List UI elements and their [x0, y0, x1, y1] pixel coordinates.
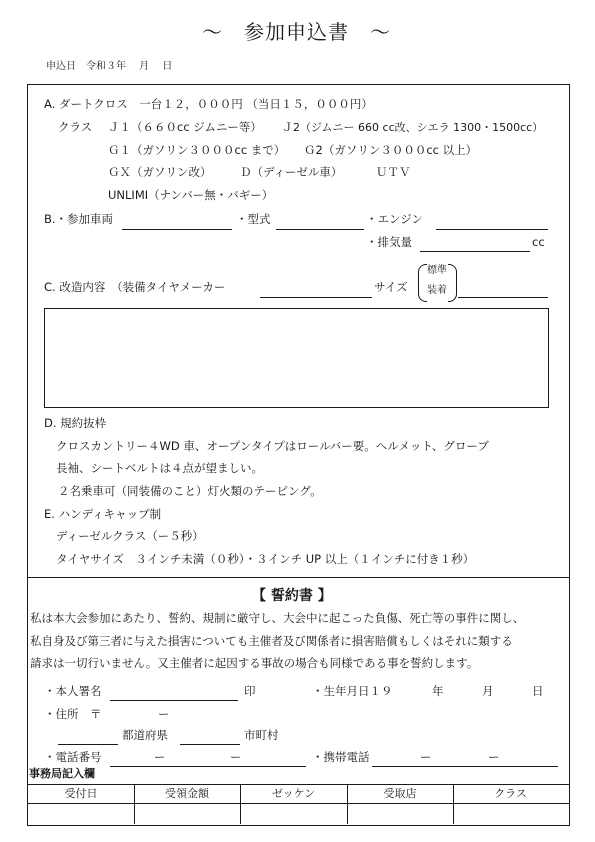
mobile-dash-1: ー — [420, 750, 432, 764]
vehicle-field[interactable] — [122, 229, 232, 230]
modification-details-box[interactable] — [44, 308, 549, 408]
page-title: ～ 参加申込書 ～ — [202, 20, 391, 44]
engine-field[interactable] — [436, 229, 548, 230]
rules-line-2: 長袖、シートベルトは４点が望ましい。 — [56, 461, 263, 475]
rules-line-3: ２名乗車可（同装備のこと）灯火類のテーピング。 — [58, 484, 322, 498]
displacement-unit: cc — [532, 235, 545, 249]
pledge-line-2: 私自身及び第三者に与えた損害についても主催者及び関係者に損害賠償もしくはそれに類する — [30, 634, 513, 648]
class-g1: Ｇ１（ガソリン３０００cc まで） — [108, 143, 286, 157]
postal-dash: ー — [158, 707, 170, 721]
address-label: ・住所 〒 — [44, 707, 102, 721]
office-cell-amount-received[interactable] — [135, 805, 240, 823]
office-table-top — [27, 784, 569, 785]
class-j1: Ｊ１（６６０cc ジムニー等） — [108, 120, 262, 134]
office-cell-reception-date[interactable] — [28, 805, 134, 823]
office-col-class: クラス — [494, 787, 527, 800]
office-table-header-divider — [27, 803, 569, 804]
handicap-heading: E. ハンディキャップ制 — [44, 507, 162, 521]
office-use-heading: 事務局記入欄 — [29, 767, 95, 780]
pledge-line-3: 請求は一切行いません。又主催者に起因する事故の場合も同様である事を誓約します。 — [30, 656, 479, 670]
signature-label: ・本人署名 — [44, 684, 102, 698]
class-label: クラス — [58, 120, 93, 134]
prefecture-label: 都道府県 — [122, 728, 168, 742]
office-cell-class[interactable] — [454, 805, 568, 823]
engine-label: ・エンジン — [366, 212, 423, 226]
mobile-label: ・携帯電話 — [312, 750, 370, 764]
handicap-line-2: タイヤサイズ ３インチ未満（０秒）・３インチ UP 以上（１インチに付き１秒） — [56, 552, 475, 566]
standard-option[interactable]: 標準 — [427, 265, 447, 276]
office-col-receiving-shop: 受取店 — [383, 787, 417, 800]
phone-dash-1: ー — [154, 750, 166, 764]
pledge-divider — [27, 577, 569, 578]
equipped-option[interactable]: 装着 — [427, 285, 447, 296]
class-g2: Ｇ2（ガソリン３０００cc 以上） — [304, 143, 478, 157]
modification-heading: C. 改造内容 （装備タイヤメーカー — [44, 280, 226, 294]
class-j2: Ｊ2（ジムニー 660 cc改、シエラ 1300・1500cc） — [282, 121, 544, 134]
office-col-race-number: ゼッケン — [271, 787, 316, 800]
birth-month-label: 月 — [482, 684, 494, 698]
office-col-amount-received: 受領金額 — [165, 787, 209, 800]
tire-maker-field[interactable] — [260, 297, 372, 298]
class-d: Ｄ（ディーゼル車） — [240, 165, 343, 179]
model-label: ・型式 — [236, 212, 271, 226]
signature-field[interactable] — [110, 700, 238, 701]
phone-label: ・電話番号 — [44, 750, 102, 764]
mobile-field[interactable] — [372, 766, 558, 767]
tire-size-field[interactable] — [458, 297, 548, 298]
prefecture-field[interactable] — [58, 744, 118, 745]
city-label: 市町村 — [244, 728, 279, 742]
office-col-reception-date: 受付日 — [64, 787, 98, 800]
pledge-title: 【 誓約書 】 — [252, 588, 332, 604]
birth-day-label: 日 — [532, 684, 544, 698]
displacement-label: ・排気量 — [366, 235, 412, 249]
phone-field[interactable] — [110, 766, 306, 767]
left-paren — [418, 264, 427, 302]
section-a-heading: A. ダートクロス 一台１２，０００円 （当日１５，０００円） — [44, 97, 373, 111]
handicap-line-1: ディーゼルクラス（ー５秒） — [56, 529, 204, 543]
seal-mark: 印 — [244, 684, 256, 698]
vehicle-label: B.・参加車両 — [44, 212, 114, 226]
rules-heading: D. 規約抜枠 — [44, 416, 107, 430]
displacement-field[interactable] — [420, 251, 530, 252]
office-cell-receiving-shop[interactable] — [348, 805, 453, 823]
pledge-line-1: 私は本大会参加にあたり、誓約、規制に厳守し、大会中に起こった負傷、死亡等の事件に関し、 — [30, 611, 525, 625]
class-gx: ＧＸ（ガソリン改） — [108, 165, 212, 179]
application-date-label: 申込日 令和３年 月 日 — [46, 61, 173, 72]
rules-line-1: クロスカントリー４WD 車、オープンタイプはロールバー要。ヘルメット、グローブ — [56, 439, 489, 453]
class-utv: ＵＴＶ — [376, 165, 411, 179]
right-paren — [448, 264, 457, 302]
city-field[interactable] — [180, 744, 240, 745]
mobile-dash-2: ー — [488, 750, 500, 764]
birthdate-label: ・生年月日１９ — [312, 684, 393, 698]
office-cell-race-number[interactable] — [241, 805, 347, 823]
birth-year-label: 年 — [432, 684, 444, 698]
model-field[interactable] — [276, 229, 364, 230]
class-unlimi: UNLIMI（ナンバー無・バギー） — [108, 188, 274, 202]
phone-dash-2: ー — [230, 750, 242, 764]
tire-size-label: サイズ — [374, 280, 408, 294]
